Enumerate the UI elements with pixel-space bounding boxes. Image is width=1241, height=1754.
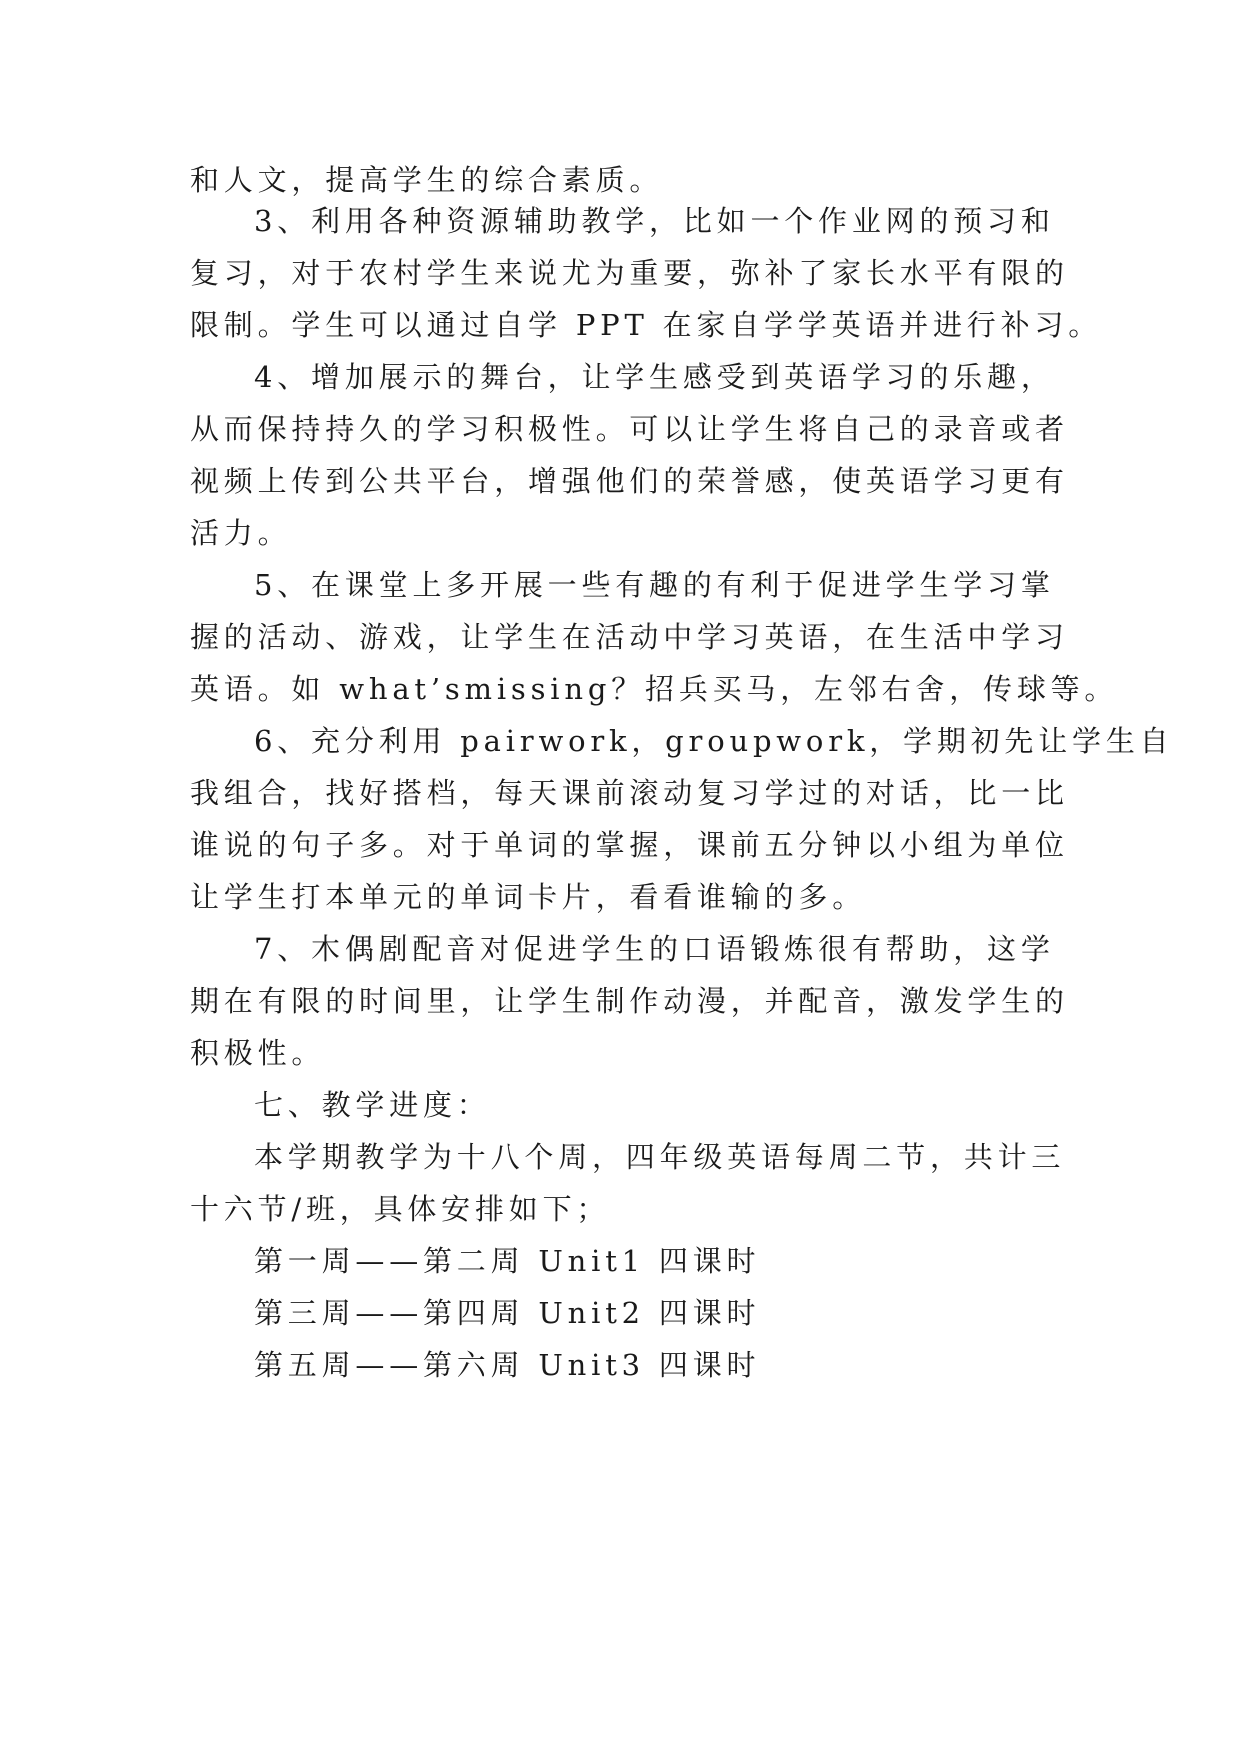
text-line: 6、充分利用 pairwork，groupwork，学期初先让学生自 xyxy=(254,724,1174,758)
text-line: 本学期教学为十八个周，四年级英语每周二节，共计三 xyxy=(254,1140,1066,1174)
text-line: 复习，对于农村学生来说尤为重要，弥补了家长水平有限的 xyxy=(190,256,1069,290)
text-line: 和人文，提高学生的综合素质。 xyxy=(190,163,664,197)
schedule-line: 第一周——第二周 Unit1 四课时 xyxy=(254,1244,761,1278)
text-line: 活力。 xyxy=(190,516,292,550)
text-line: 3、利用各种资源辅助教学，比如一个作业网的预习和 xyxy=(254,204,1055,238)
text-line: 积极性。 xyxy=(190,1036,326,1070)
text-line: 5、在课堂上多开展一些有趣的有利于促进学生学习掌 xyxy=(254,568,1055,602)
text-line: 握的活动、游戏，让学生在活动中学习英语，在生活中学习 xyxy=(190,620,1069,654)
text-line: 期在有限的时间里，让学生制作动漫，并配音，激发学生的 xyxy=(190,984,1069,1018)
text-line: 我组合，找好搭档，每天课前滚动复习学过的对话，比一比 xyxy=(190,776,1069,810)
section-heading: 七、教学进度： xyxy=(254,1088,491,1122)
text-line: 7、木偶剧配音对促进学生的口语锻炼很有帮助，这学 xyxy=(254,932,1055,966)
text-line: 限制。学生可以通过自学 PPT 在家自学学英语并进行补习。 xyxy=(190,308,1103,342)
schedule-line: 第三周——第四周 Unit2 四课时 xyxy=(254,1296,761,1330)
text-line: 让学生打本单元的单词卡片，看看谁输的多。 xyxy=(190,880,867,914)
text-line: 从而保持持久的学习积极性。可以让学生将自己的录音或者 xyxy=(190,412,1069,446)
schedule-line: 第五周——第六周 Unit3 四课时 xyxy=(254,1348,761,1382)
text-line: 十六节/班，具体安排如下； xyxy=(190,1192,611,1226)
text-line: 视频上传到公共平台，增强他们的荣誉感，使英语学习更有 xyxy=(190,464,1069,498)
text-line: 4、增加展示的舞台，让学生感受到英语学习的乐趣， xyxy=(254,360,1055,394)
text-line: 英语。如 what’smissing？招兵买马，左邻右舍，传球等。 xyxy=(190,672,1119,706)
text-line: 谁说的句子多。对于单词的掌握，课前五分钟以小组为单位 xyxy=(190,828,1069,862)
